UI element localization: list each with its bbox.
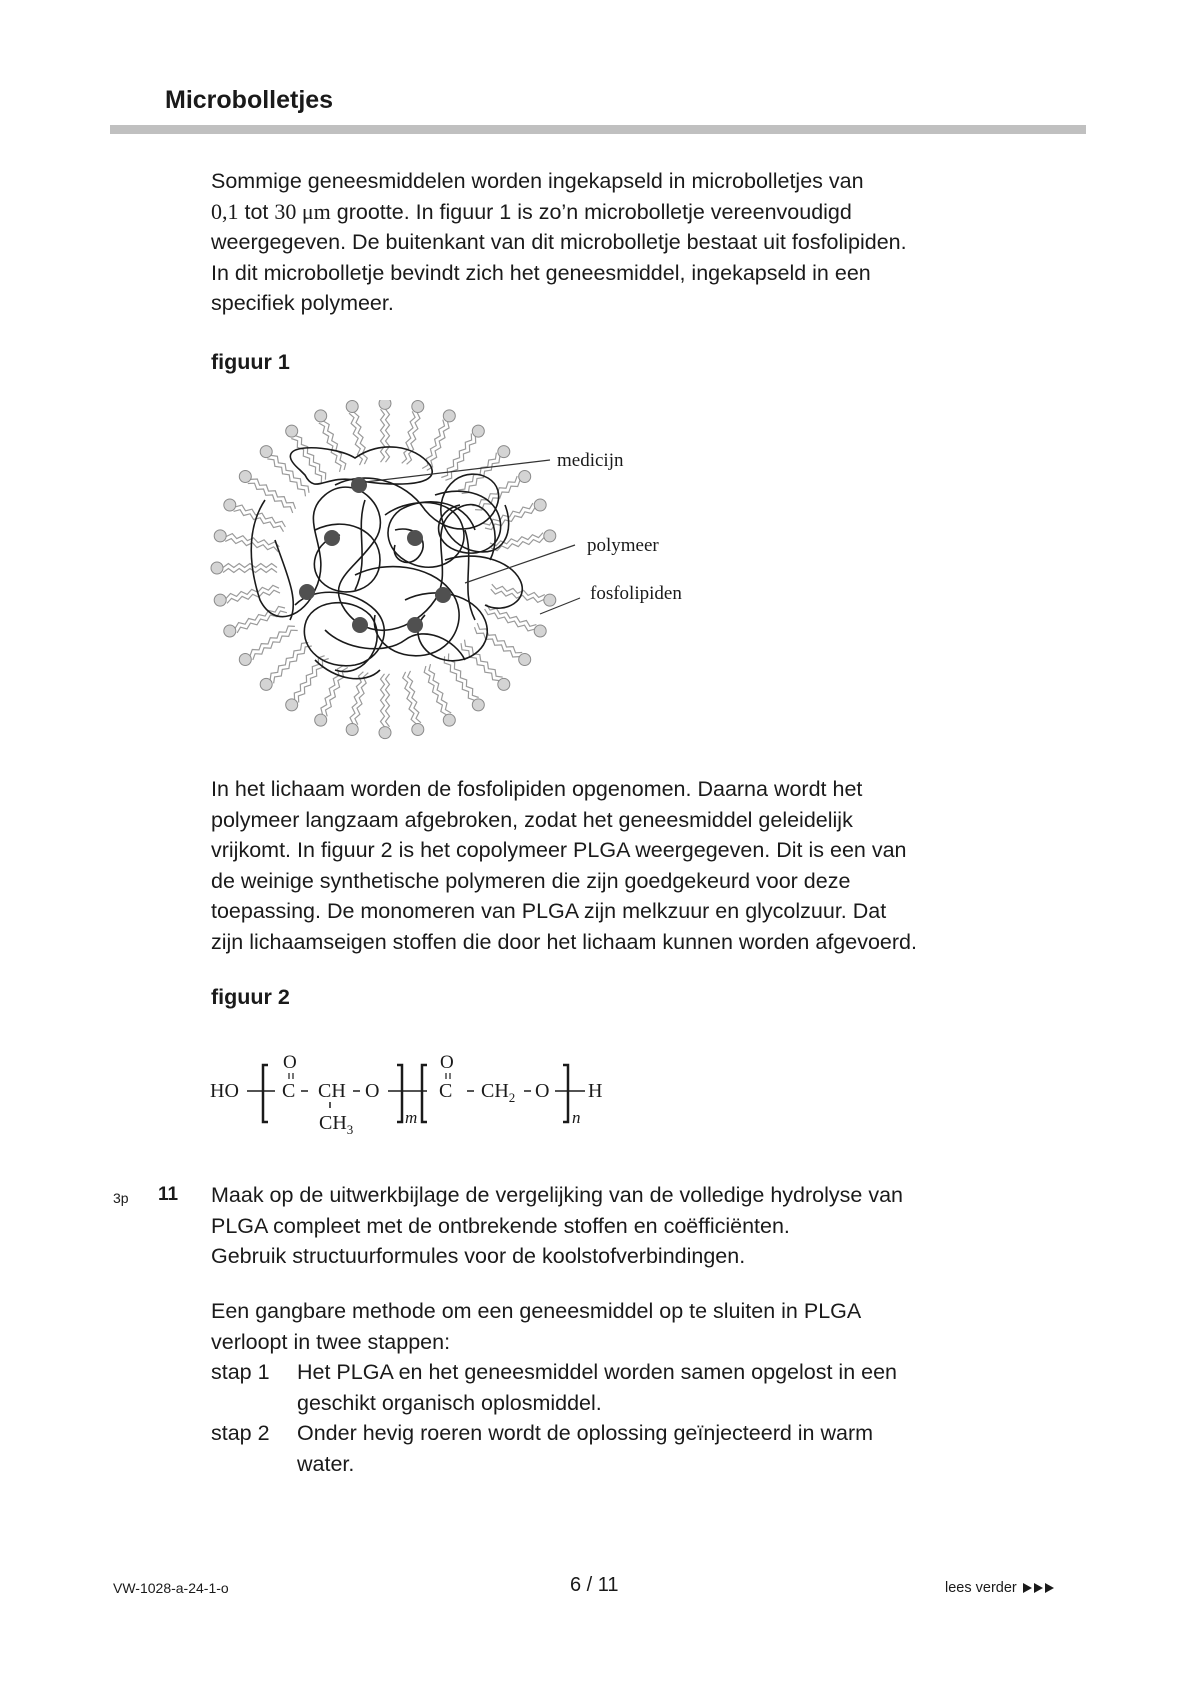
continue-label: lees verder <box>945 1580 1017 1596</box>
arrow-right-icon <box>1045 1583 1054 1593</box>
body-line: vrijkomt. In figuur 2 is het copolymeer PLGA weergegeven. Dit is een van <box>211 838 907 862</box>
bracket-close-n <box>563 1065 568 1122</box>
intro-line: 0,1 tot 30 μm grootte. In figuur 1 is zo’n microbolletje vereenvoudigd <box>211 198 852 224</box>
intro-line: weergegeven. De buitenkant van dit microbolletje bestaat uit fosfolipiden. <box>211 230 907 254</box>
svg-text:C: C <box>439 1080 453 1102</box>
question-text <box>211 1180 1071 1272</box>
page-number: 6 / 11 <box>570 1574 619 1596</box>
intro-paragraph <box>211 166 1071 319</box>
svg-text:CH2: $CH_2$ <box>481 1080 516 1105</box>
arrow-right-icon <box>1034 1583 1043 1593</box>
svg-text:n: n <box>572 1108 581 1127</box>
intro-line: specifiek polymeer. <box>211 291 394 315</box>
bracket-close-m <box>397 1065 402 1122</box>
method-line: verloopt in twee stappen: <box>211 1329 451 1354</box>
title-divider <box>110 125 1086 134</box>
svg-text:O: O <box>440 1052 454 1073</box>
svg-text:H: H <box>588 1080 603 1102</box>
step-line: geschikt organisch oplosmiddel. <box>297 1390 602 1415</box>
svg-text:m: m <box>405 1108 418 1127</box>
continue-indicator <box>945 1580 1054 1596</box>
step-line: water. <box>297 1451 355 1476</box>
body-paragraph <box>211 774 1071 957</box>
medicine-label: medicijn <box>557 450 624 471</box>
svg-text:CH3: $CH_3$ <box>319 1112 354 1137</box>
bracket-open-n <box>422 1065 427 1122</box>
step-line: Onder hevig roeren wordt de oplossing geïnjecteerd in warm <box>297 1421 874 1445</box>
svg-text:C: C <box>282 1080 296 1102</box>
question-line: Maak op de uitwerkbijlage de vergelijking van de volledige hydrolyse van <box>211 1183 903 1207</box>
document-code: VW-1028-a-24-1-o <box>113 1580 229 1596</box>
phospholipids-label: fosfolipiden <box>590 583 682 604</box>
question-line: PLGA compleet met de ontbrekende stoffen en coëfficiënten. <box>211 1213 790 1238</box>
step-1 <box>211 1357 1057 1418</box>
svg-text:O: O <box>535 1080 550 1102</box>
figure-2-label: figuur 2 <box>211 985 290 1009</box>
method-line: Een gangbare methode om een geneesmiddel op te sluiten in PLGA <box>211 1299 862 1323</box>
step-2 <box>211 1418 1057 1479</box>
question-number: 11 <box>158 1184 179 1205</box>
bracket-open-m <box>263 1065 268 1122</box>
body-line: toepassing. De monomeren van PLGA zijn melkzuur en glycolzuur. Dat <box>211 899 887 923</box>
body-line: de weinige synthetische polymeren die zijn goedgekeurd voor deze <box>211 868 851 893</box>
question-line: Gebruik structuurformules voor de koolstofverbindingen. <box>211 1244 746 1268</box>
method-steps <box>211 1357 1057 1479</box>
intro-line: In dit microbolletje bevindt zich het geneesmiddel, ingekapseld in een <box>211 260 871 285</box>
intro-line: Sommige geneesmiddelen worden ingekapseld in microbolletjes van <box>211 169 864 193</box>
question-points: 3p <box>113 1190 129 1206</box>
svg-text:HO: HO <box>210 1080 239 1102</box>
figure-1-label: figuur 1 <box>211 350 290 374</box>
polymer-label: polymeer <box>587 535 659 556</box>
plga-structural-formula <box>205 1040 625 1150</box>
svg-text:O: O <box>365 1080 380 1102</box>
step-line: Het PLGA en het geneesmiddel worden samen opgelost in een <box>297 1360 898 1384</box>
body-line: zijn lichaamseigen stoffen die door het lichaam kunnen worden afgevoerd. <box>211 929 917 954</box>
microsphere-diagram <box>205 400 705 745</box>
page-title: Microbolletjes <box>165 86 334 114</box>
step-key: stap 1 <box>211 1360 270 1384</box>
step-key: stap 2 <box>211 1421 270 1445</box>
arrow-right-icon <box>1023 1583 1032 1593</box>
body-line: polymeer langzaam afgebroken, zodat het geneesmiddel geleidelijk <box>211 807 853 832</box>
method-intro <box>211 1296 1071 1357</box>
body-line: In het lichaam worden de fosfolipiden opgenomen. Daarna wordt het <box>211 777 863 801</box>
svg-text:O: O <box>283 1052 297 1073</box>
svg-text:CH: CH <box>318 1080 346 1102</box>
